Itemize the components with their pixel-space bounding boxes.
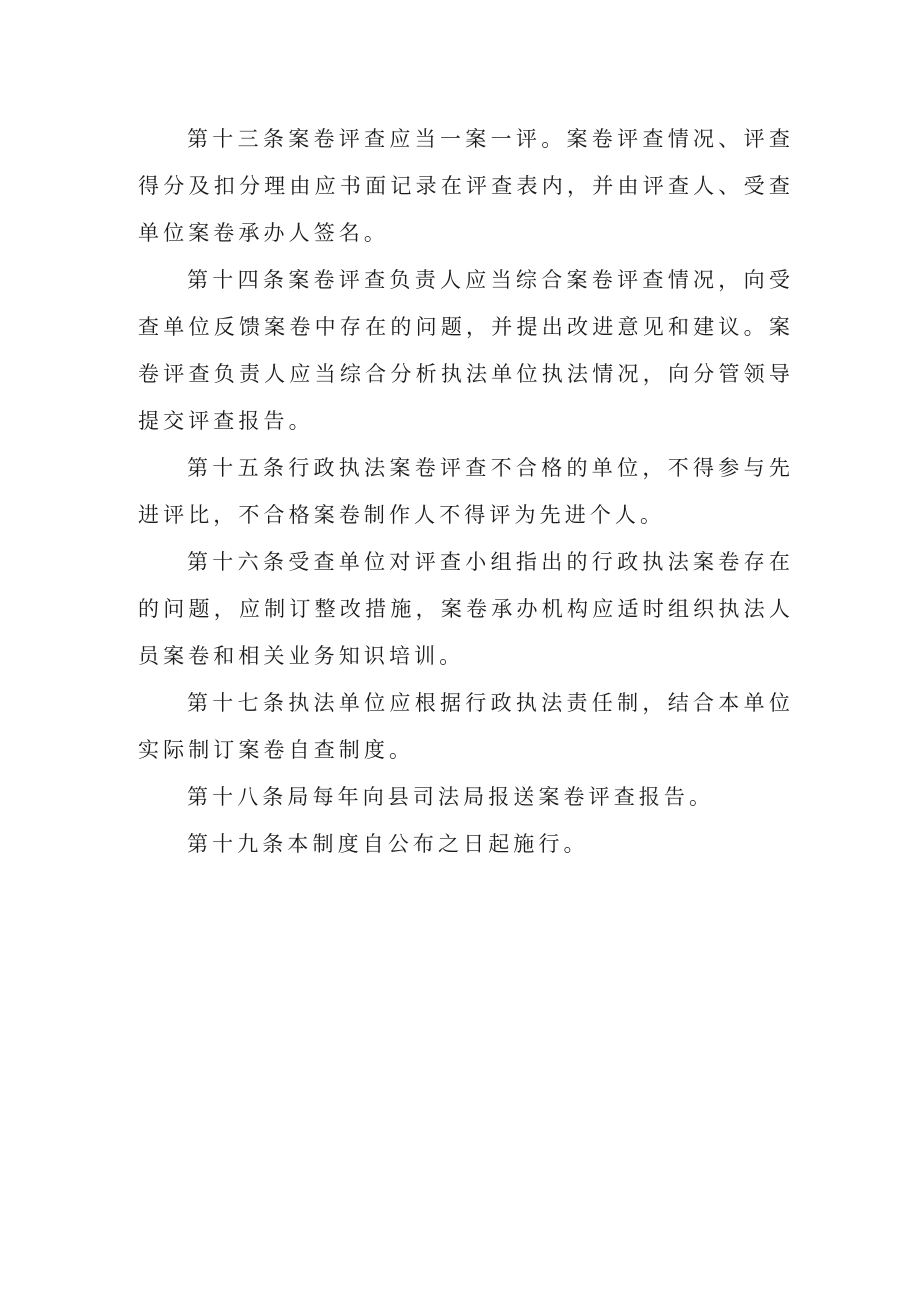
- article-13-paragraph: 第十三条案卷评查应当一案一评。案卷评查情况、评查得分及扣分理由应书面记录在评查表内，并由评查人、受查单位案卷承办人签名。: [138, 127, 794, 245]
- article-14-paragraph: 第十四条案卷评查负责人应当综合案卷评查情况，向受查单位反馈案卷中存在的问题，并提出改进意见和建议。案卷评查负责人应当综合分析执法单位执法情况，向分管领导提交评查报告。: [138, 268, 794, 433]
- document-body: [138, 116, 794, 868]
- article-19-paragraph: 第十九条本制度自公布之日起施行。: [187, 832, 589, 856]
- article-16-paragraph: 第十六条受查单位对评查小组指出的行政执法案卷存在的问题，应制订整改措施，案卷承办机构应适时组织执法人员案卷和相关业务知识培训。: [138, 550, 794, 668]
- article-15-paragraph: 第十五条行政执法案卷评查不合格的单位，不得参与先进评比，不合格案卷制作人不得评为先进个人。: [138, 456, 794, 527]
- article-18-paragraph: 第十八条局每年向县司法局报送案卷评查报告。: [187, 785, 715, 809]
- article-17-paragraph: 第十七条执法单位应根据行政执法责任制，结合本单位实际制订案卷自查制度。: [138, 691, 794, 762]
